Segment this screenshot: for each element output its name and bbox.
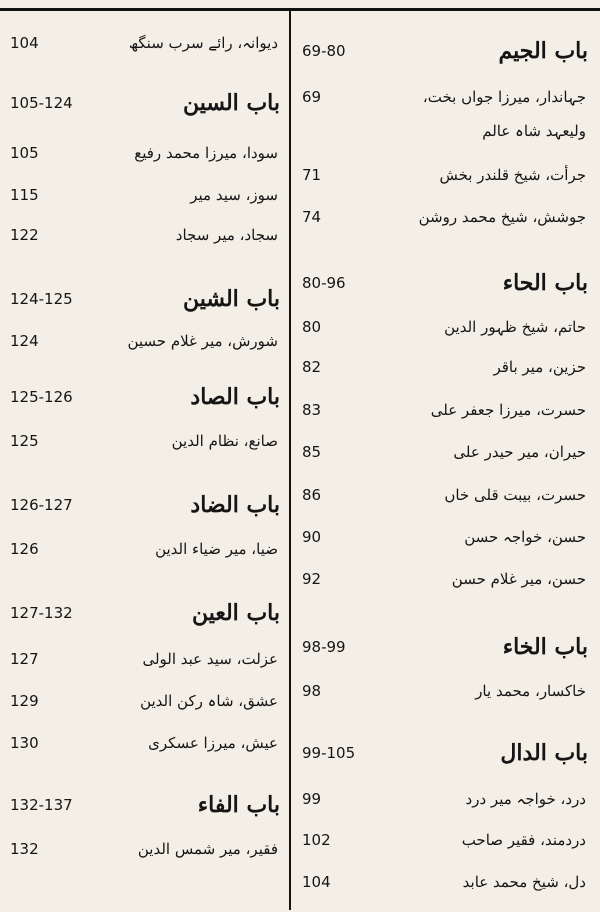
page-range: 99-105	[302, 744, 356, 762]
entry-page: 124	[10, 332, 39, 350]
section-title: باب الجیم	[498, 38, 588, 64]
entry-page: 98	[302, 682, 322, 700]
entry-page: 71	[302, 166, 322, 184]
index-entry	[6, 28, 284, 58]
page-range: 127-132	[10, 604, 73, 622]
entry-name: سودا، میرزا محمد رفیع	[134, 144, 278, 162]
index-entry	[298, 867, 592, 897]
entry-name: عیش، میرزا عسکری	[148, 734, 278, 752]
entry-name: حسن، میر غلام حسن	[451, 570, 586, 588]
entry-page: 105	[10, 144, 39, 162]
page-range: 69-80	[302, 42, 346, 60]
entry-page: 99	[302, 790, 322, 808]
entry-name: جرأت، شیخ قلندر بخش	[439, 166, 586, 184]
page-range: 80-96	[302, 274, 346, 292]
entry-name: دردمند، فقیر صاحب	[461, 831, 586, 849]
index-entry	[6, 326, 284, 356]
top-rule	[0, 8, 600, 11]
entry-page: 104	[302, 873, 331, 891]
entry-name: دیوانہ، رائے سرب سنگھ	[128, 34, 278, 52]
entry-page: 127	[10, 650, 39, 668]
page-range: 132-137	[10, 796, 73, 814]
entry-page: 126	[10, 540, 39, 558]
section-title: باب العین	[191, 600, 280, 626]
entry-name: ضیا، میر ضیاء الدین	[155, 540, 278, 558]
page-range: 124-125	[10, 290, 73, 308]
entry-name: سوز، سید میر	[190, 186, 278, 204]
entry-page: 92	[302, 570, 322, 588]
section-heading-zaad	[6, 490, 284, 520]
entry-name: صانع، نظام الدین	[171, 432, 278, 450]
entry-name: درد، خواجہ میر درد	[465, 790, 586, 808]
index-entry	[298, 395, 592, 425]
entry-page: 90	[302, 528, 322, 546]
page-range: 126-127	[10, 496, 73, 514]
index-entry	[298, 825, 592, 855]
index-entry	[6, 138, 284, 168]
index-entry	[298, 202, 592, 232]
entry-page: 86	[302, 486, 322, 504]
entry-name: جہاندار، میرزا جواں بخت،	[422, 88, 586, 106]
entry-name: عزلت، سید عبد الولی	[142, 650, 278, 668]
entry-page: 102	[302, 831, 331, 849]
section-title: باب الضاد	[190, 492, 280, 518]
index-entry	[298, 784, 592, 814]
entry-page: 85	[302, 443, 322, 461]
entry-name: حیران، میر حیدر علی	[453, 443, 586, 461]
entry-page: 122	[10, 226, 39, 244]
page-range: 98-99	[302, 638, 346, 656]
index-entry	[298, 352, 592, 382]
index-entry	[298, 676, 592, 706]
section-title: باب الحاء	[502, 270, 588, 296]
entry-name: جوشش، شیخ محمد روشن	[418, 208, 586, 226]
index-entry	[6, 686, 284, 716]
entry-name: ولیعہد شاہ عالم	[482, 122, 586, 140]
entry-page: 125	[10, 432, 39, 450]
entry-page: 69	[302, 88, 322, 106]
entry-page: 82	[302, 358, 322, 376]
section-title: باب الخاء	[502, 634, 588, 660]
index-entry	[298, 312, 592, 342]
section-heading-haa	[298, 268, 592, 298]
entry-name: حسن، خواجہ حسن	[464, 528, 586, 546]
index-entry	[6, 180, 284, 210]
entry-name: سجاد، میر سجاد	[175, 226, 278, 244]
entry-page: 74	[302, 208, 322, 226]
section-heading-daal	[298, 738, 592, 768]
section-title: باب الدال	[500, 740, 588, 766]
index-entry	[298, 480, 592, 510]
entry-page: 132	[10, 840, 39, 858]
entry-page: 104	[10, 34, 39, 52]
index-entry	[6, 644, 284, 674]
index-entry	[6, 728, 284, 758]
entry-name: حسرت، بیبت قلی خاں	[444, 486, 586, 504]
entry-name: دل، شیخ محمد عابد	[462, 873, 586, 891]
entry-page: 115	[10, 186, 39, 204]
entry-name: حزین، میر باقر	[493, 358, 586, 376]
entry-name: شورش، میر غلام حسین	[127, 332, 278, 350]
section-title: باب الفاء	[197, 792, 280, 818]
index-entry	[6, 534, 284, 564]
entry-name: حسرت، میرزا جعفر علی	[430, 401, 586, 419]
section-heading-sheen	[6, 284, 284, 314]
entry-page: 130	[10, 734, 39, 752]
index-entry	[6, 834, 284, 864]
entry-page: 83	[302, 401, 322, 419]
section-heading-jeem	[298, 36, 592, 66]
entry-name: فقیر، میر شمس الدین	[137, 840, 278, 858]
index-entry	[298, 522, 592, 552]
entry-name: حاتم، شیخ ظہور الدین	[444, 318, 586, 336]
index-entry	[298, 82, 592, 112]
index-entry	[298, 437, 592, 467]
entry-page: 129	[10, 692, 39, 710]
index-entry	[298, 160, 592, 190]
column-divider	[289, 10, 291, 910]
index-entry	[6, 220, 284, 250]
section-heading-seen	[6, 88, 284, 118]
entry-name: خاکسار، محمد یار	[475, 682, 586, 700]
section-title: باب السین	[182, 90, 280, 116]
entry-page: 80	[302, 318, 322, 336]
section-heading-faa	[6, 790, 284, 820]
section-title: باب الشین	[182, 286, 280, 312]
page-range: 105-124	[10, 94, 73, 112]
page-range: 125-126	[10, 388, 73, 406]
entry-name: عشق، شاہ رکن الدین	[140, 692, 278, 710]
section-title: باب الصاد	[190, 384, 280, 410]
section-heading-khaa	[298, 632, 592, 662]
index-entry	[298, 116, 592, 146]
section-heading-ain	[6, 598, 284, 628]
index-entry	[6, 426, 284, 456]
section-heading-saad	[6, 382, 284, 412]
index-entry	[298, 564, 592, 594]
